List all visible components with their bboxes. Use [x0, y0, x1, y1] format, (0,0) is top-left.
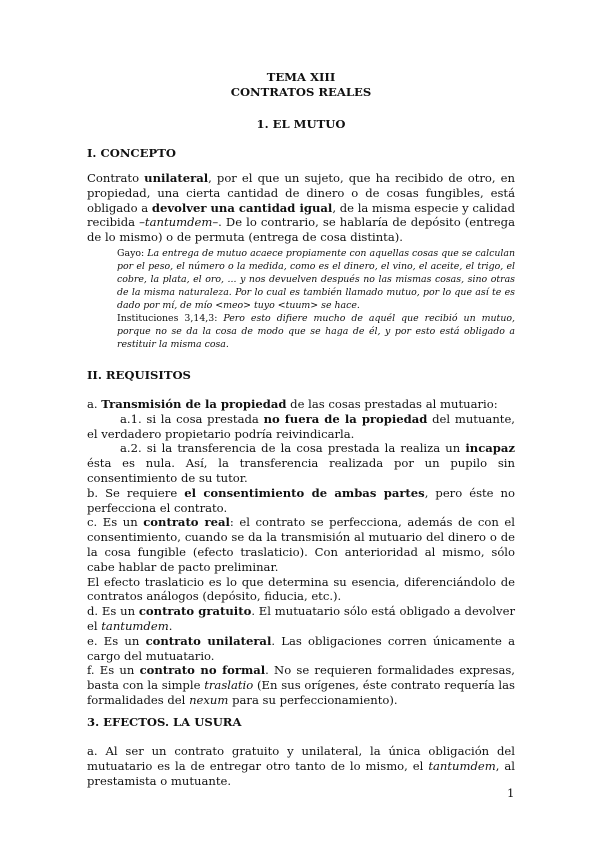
requisitos-list [87, 397, 515, 708]
heading-efectos: 3. EFECTOS. LA USURA [87, 715, 242, 729]
list-item: b. Se requiere el consentimiento de ambas partes, pero éste no perfecciona el contrato. [87, 485, 515, 515]
gayo-quote: Gayo: La entrega de mutuo acaece propiamente con aquellas cosas que se calculan por el peso, el número o la medida, como es el dinero, el vino, el aceite, el trigo, el cobre, la plata, el oro, ... y nos devuelven después no las mismas cosas, sino otras de la misma naturaleza. Por lo cual es también llamado mutuo, por lo que así te es dado por mí, de mío <meo> tuyo <tuum> se hace. Instituciones 3,14,3: Pero esto difiere mucho de aquél que recibió un mutuo, porque no se da la cosa de modo que se haga de él, y por esto está obligado a restituir la misma cosa. [117, 248, 515, 350]
heading-requisitos: II. REQUISITOS [87, 368, 191, 382]
list-item: f. Es un contrato no formal. No se requieren formalidades expresas, basta con la simple traslatio (En sus orígenes, éste contrato requería las formalidades del nexum para su perfeccionamiento). [87, 663, 515, 707]
page-number: 1 [507, 786, 515, 800]
tema-number: TEMA XIII [266, 70, 336, 84]
concepto-paragraph: Contrato unilateral, por el que un sujeto, que ha recibido de otro, en propiedad, una cierta cantidad de dinero o de cosas fungibles, está obligado a devolver una cantidad igual, de la misma especie y calidad recibida –tantumdem–. De lo contrario, se hablaría de depósito (entrega de lo mismo) o de permuta (entrega de cosa distinta). [87, 171, 515, 245]
list-item: d. Es un contrato gratuito. El mutuatario sólo está obligado a devolver el tantumdem. [87, 604, 515, 633]
list-item: a. Transmisión de la propiedad de las cosas prestadas al mutuario: [87, 397, 498, 411]
list-item: a.2. si la transferencia de la cosa prestada la realiza un incapaz ésta es nula. Así, la transferencia realizada por un pupilo sin consentimiento de su tutor. [87, 441, 515, 485]
document-title: CONTRATOS REALES [230, 85, 372, 99]
heading-concepto: I. CONCEPTO [87, 146, 176, 160]
list-item: c. Es un contrato real: el contrato se perfecciona, además de con el consentimiento, cuando se da la transmisión al mutuario del dinero o de la cosa fungible (efecto traslaticio). Con anterioridad al mismo, sólo cabe hablar de pacto preliminar. [87, 515, 515, 574]
section-title: 1. EL MUTUO [256, 117, 346, 131]
list-item: El efecto traslaticio es lo que determina su esencia, diferenciándolo de contratos análogos (depósito, fiducia, etc.). [87, 574, 515, 604]
list-item: a.1. si la cosa prestada no fuera de la propiedad del mutuante, el verdadero propietario podría reivindicarla. [87, 411, 515, 441]
list-item: e. Es un contrato unilateral. Las obligaciones corren únicamente a cargo del mutuatario. [87, 633, 515, 663]
efectos-paragraph: a. Al ser un contrato gratuito y unilateral, la única obligación del mutuatario es la de entregar otro tanto de lo mismo, el tantumdem, al prestamista o mutuante. [87, 744, 515, 788]
